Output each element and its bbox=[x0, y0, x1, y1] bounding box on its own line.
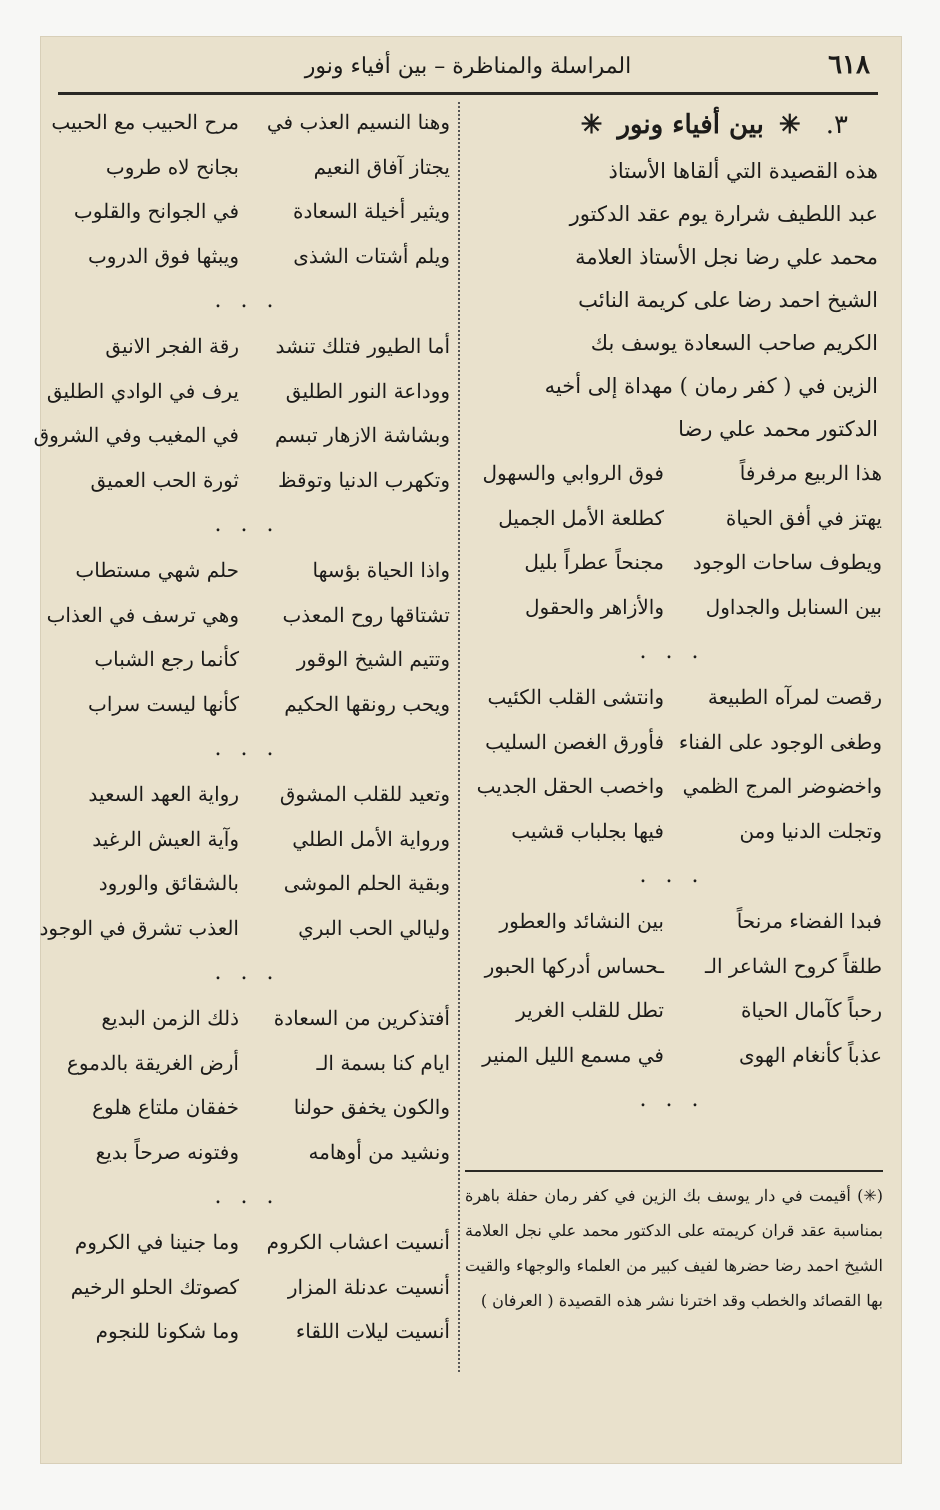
column-divider bbox=[458, 102, 460, 1372]
intro-line: الدكتور محمد علي رضا bbox=[678, 417, 878, 441]
verse-line bbox=[462, 496, 882, 541]
second-hemistich: كأنما رجع الشباب bbox=[94, 647, 239, 671]
second-hemistich: كصوتك الحلو الرخيم bbox=[70, 1274, 239, 1299]
verse-line bbox=[462, 451, 882, 496]
verse-line bbox=[462, 809, 882, 854]
first-hemistich: وتجلت الدنيا ومن bbox=[739, 818, 882, 843]
first-hemistich: طلقاً كروح الشاعر الـ bbox=[704, 953, 882, 978]
verse-line bbox=[44, 682, 450, 727]
second-hemistich: فوق الروابي والسهول bbox=[482, 461, 664, 485]
second-hemistich: ذلك الزمن البديع bbox=[101, 1006, 239, 1030]
stanza-separator: . . . bbox=[214, 960, 280, 985]
verse-line bbox=[44, 817, 450, 862]
verse-line bbox=[44, 1220, 450, 1265]
second-hemistich: رواية العهد السعيد bbox=[88, 782, 239, 806]
first-hemistich: ويطوف ساحات الوجود bbox=[692, 550, 882, 574]
poem-left-column bbox=[33, 100, 450, 1354]
second-hemistich: بجانح لاه طروب bbox=[105, 154, 239, 179]
verse-line bbox=[44, 145, 450, 190]
intro-line: عبد اللطيف شرارة يوم عقد الدكتور bbox=[569, 202, 878, 226]
verse-line bbox=[44, 637, 450, 682]
second-hemistich: كأنها ليست سراب bbox=[88, 691, 239, 716]
first-hemistich: واخضوضر المرج الظمي bbox=[682, 774, 882, 798]
star-ornament-icon: ✳ bbox=[778, 110, 801, 140]
second-hemistich: أرض الغريقة بالدموع bbox=[66, 1050, 239, 1075]
second-hemistich: العذب تشرق في الوجود bbox=[39, 915, 239, 940]
verse-line bbox=[44, 1130, 450, 1175]
first-hemistich: والكون يخفق حولنا bbox=[293, 1095, 450, 1119]
verse-line bbox=[44, 1085, 450, 1130]
intro-line: الزين في ( كفر رمان ) مهداة إلى أخيه bbox=[544, 374, 878, 398]
first-hemistich: وبشاشة الازهار تبسم bbox=[274, 423, 450, 447]
second-hemistich: في مسمع الليل المنير bbox=[482, 1042, 664, 1067]
verse-line bbox=[44, 234, 450, 279]
first-hemistich: عذباً كأنغام الهوى bbox=[739, 1042, 882, 1067]
stanza-separator: . . . bbox=[214, 512, 280, 537]
first-hemistich: فبدا الفضاء مرنحاً bbox=[736, 909, 882, 933]
stanza-separator: . . . bbox=[639, 639, 705, 664]
second-hemistich: تطل للقلب الغرير bbox=[516, 998, 664, 1022]
first-hemistich: وليالي الحب البري bbox=[298, 915, 450, 940]
intro-line: الكريم صاحب السعادة يوسف بك bbox=[590, 331, 878, 355]
stanza-separator: . . . bbox=[639, 863, 705, 888]
second-hemistich: ـحساس أدركها الحبور bbox=[484, 953, 664, 978]
section-number: ٣. bbox=[825, 110, 848, 140]
verse-line bbox=[44, 548, 450, 593]
second-hemistich: حلم شهي مستطاب bbox=[75, 558, 239, 582]
second-hemistich: وآية العيش الرغيد bbox=[92, 826, 239, 851]
verse-line bbox=[462, 899, 882, 944]
poem-right-column bbox=[462, 451, 882, 1123]
second-hemistich: مجنحاً عطراً بليل bbox=[524, 550, 664, 574]
stanza bbox=[44, 1220, 450, 1354]
first-hemistich: بين السنابل والجداول bbox=[705, 594, 882, 619]
star-ornament-icon: ✳ bbox=[580, 110, 603, 140]
first-hemistich: واذا الحياة بؤسها bbox=[312, 558, 450, 582]
footnote bbox=[465, 1178, 883, 1318]
first-hemistich: أفتذكرين من السعادة bbox=[273, 1006, 450, 1030]
first-hemistich: أنسيت ليلات اللقاء bbox=[295, 1319, 450, 1343]
intro-line: الشيخ احمد رضا على كريمة النائب bbox=[578, 288, 878, 312]
running-title: المراسلة والمناظرة – بين أفياء ونور bbox=[304, 54, 632, 79]
header-rule bbox=[58, 92, 878, 95]
second-hemistich: واخصب الحقل الجديب bbox=[476, 774, 664, 798]
first-hemistich: رقصت لمرآه الطبيعة bbox=[707, 685, 882, 709]
second-hemistich: فأورق الغصن السليب bbox=[485, 729, 664, 754]
verse-line bbox=[39, 906, 450, 951]
second-hemistich: رقة الفجر الانيق bbox=[105, 334, 239, 358]
first-hemistich: أنسيت اعشاب الكروم bbox=[266, 1230, 450, 1254]
stanza-separator: . . . bbox=[214, 288, 280, 313]
stanza-separator: . . . bbox=[639, 1087, 705, 1112]
second-hemistich: بين النشائد والعطور bbox=[499, 909, 664, 933]
footnote-rule bbox=[465, 1170, 883, 1172]
first-hemistich: يجتاز آفاق النعيم bbox=[313, 154, 450, 179]
first-hemistich: تشتاقها روح المعذب bbox=[282, 602, 450, 627]
second-hemistich: وما جنينا في الكروم bbox=[74, 1230, 239, 1254]
stanza bbox=[33, 324, 450, 502]
second-hemistich: وفتونه صرحاً بديع bbox=[95, 1139, 239, 1164]
stanza bbox=[44, 996, 450, 1174]
first-hemistich: ووداعة النور الطليق bbox=[285, 378, 450, 403]
second-hemistich: كطلعة الأمل الجميل bbox=[498, 505, 664, 530]
verse-line bbox=[462, 944, 882, 989]
section-title: بين أفياء ونور bbox=[617, 110, 764, 140]
verse-line bbox=[462, 1033, 882, 1078]
verse-line bbox=[44, 369, 450, 414]
second-hemistich: والأزاهر والحقول bbox=[525, 594, 664, 619]
second-hemistich: يرف في الوادي الطليق bbox=[46, 378, 239, 403]
first-hemistich: أنسيت عدنلة المزار bbox=[287, 1274, 450, 1299]
verse-line bbox=[44, 1309, 450, 1354]
stanza-separator: . . . bbox=[214, 1184, 280, 1209]
second-hemistich: وهي ترسف في العذاب bbox=[46, 602, 239, 627]
verse-line bbox=[462, 585, 882, 630]
page-number: ٦١٨ bbox=[828, 50, 870, 80]
second-hemistich: في المغيب وفي الشروق bbox=[33, 423, 239, 447]
right-column bbox=[462, 100, 882, 1123]
verse-line bbox=[33, 413, 450, 458]
verse-line bbox=[44, 996, 450, 1041]
second-hemistich: بالشقائق والورود bbox=[98, 871, 239, 895]
verse-line bbox=[44, 861, 450, 906]
stanza bbox=[462, 451, 882, 629]
first-hemistich: وتتيم الشيخ الوقور bbox=[296, 647, 450, 671]
verse-line bbox=[462, 675, 882, 720]
second-hemistich: ثورة الحب العميق bbox=[90, 467, 239, 492]
first-hemistich: ايام كنا بسمة الـ bbox=[316, 1050, 450, 1075]
verse-line bbox=[44, 1041, 450, 1086]
first-hemistich: يهتز في أفق الحياة bbox=[725, 505, 882, 530]
first-hemistich: رحباً كآمال الحياة bbox=[741, 998, 882, 1022]
second-hemistich: وانتشى القلب الكئيب bbox=[487, 685, 664, 709]
stanza bbox=[462, 675, 882, 853]
verse-line bbox=[44, 1265, 450, 1310]
first-hemistich: وهنا النسيم العذب في bbox=[266, 110, 450, 134]
verse-line bbox=[44, 593, 450, 638]
intro-line: هذه القصيدة التي ألقاها الأستاذ bbox=[608, 159, 878, 183]
stanza bbox=[44, 100, 450, 278]
second-hemistich: مرح الحبيب مع الحبيب bbox=[51, 110, 239, 134]
verse-line bbox=[462, 988, 882, 1033]
first-hemistich: ورواية الأمل الطلي bbox=[292, 826, 450, 851]
verse-line bbox=[44, 100, 450, 145]
stanza-separator: . . . bbox=[214, 736, 280, 761]
second-hemistich: وما شكونا للنجوم bbox=[95, 1319, 239, 1343]
first-hemistich: ونشيد من أوهامه bbox=[308, 1139, 450, 1164]
intro-line: محمد علي رضا نجل الأستاذ العلامة bbox=[575, 245, 878, 269]
verse-line bbox=[44, 324, 450, 369]
first-hemistich: وبقية الحلم الموشى bbox=[283, 871, 450, 895]
stanza bbox=[462, 899, 882, 1077]
verse-line bbox=[462, 764, 882, 809]
stanza bbox=[44, 548, 450, 726]
verse-line bbox=[44, 189, 450, 234]
verse-line bbox=[44, 772, 450, 817]
first-hemistich: ويلم أشتات الشذى bbox=[293, 243, 450, 268]
first-hemistich: وطغى الوجود على الفناء bbox=[678, 729, 882, 754]
stanza bbox=[39, 772, 450, 950]
second-hemistich: فيها بجلباب قشيب bbox=[511, 818, 664, 843]
verse-line bbox=[462, 540, 882, 585]
first-hemistich: ويثير أخيلة السعادة bbox=[293, 199, 450, 223]
first-hemistich: وتكهرب الدنيا وتوقظ bbox=[277, 467, 450, 492]
page-header bbox=[58, 44, 878, 86]
second-hemistich: في الجوانح والقلوب bbox=[73, 199, 239, 223]
second-hemistich: ويبثها فوق الدروب bbox=[87, 243, 239, 268]
first-hemistich: أما الطيور فتلك تنشد bbox=[275, 334, 450, 358]
verse-line bbox=[44, 458, 450, 503]
first-hemistich: وتعيد للقلب المشوق bbox=[279, 782, 450, 806]
section-heading bbox=[462, 100, 882, 150]
verse-line bbox=[462, 720, 882, 765]
intro-paragraph bbox=[462, 150, 882, 451]
first-hemistich: هذا الربيع مرفرفاً bbox=[739, 461, 882, 485]
footnote-text: (✳) أقيمت في دار يوسف بك الزين في كفر رمان حفلة باهرة بمناسبة عقد قران كريمته على الدكتور محمد علي نجل العلامة الشيخ احمد رضا حضرها لفيف كبير من العلماء والوجهاء والقيت بها القصائد والخطب وقد اخترنا نشر هذه القصيدة ( العرفان ) bbox=[465, 1186, 883, 1310]
first-hemistich: ويحب رونقها الحكيم bbox=[284, 691, 450, 716]
second-hemistich: خفقان ملتاع هلوع bbox=[92, 1095, 239, 1119]
